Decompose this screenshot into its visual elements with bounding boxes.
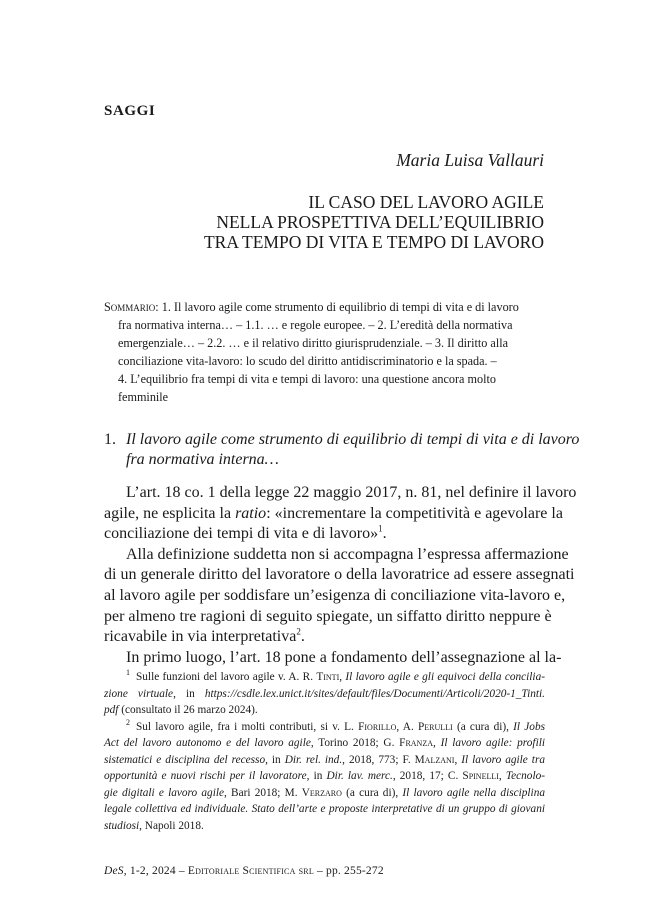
title-line: NELLA PROSPETTIVA DELL’EQUILIBRIO	[216, 212, 544, 232]
body-line: agile, ne esplicita la ratio: «incrementare la competitività e agevolare la	[104, 504, 563, 522]
summary-line: conciliazione vita-lavoro: lo scudo del diritto antidiscriminatorio e la spada. –	[118, 354, 497, 368]
section-title: Il lavoro agile come strumento di equilibrio di tempi di vita e di lavoro fra normativa interna…	[126, 431, 580, 468]
summary-line: Sommario: 1. Il lavoro agile come strumento di equilibrio di tempi di vita e di lavoro	[104, 300, 519, 314]
footnote-url[interactable]: https://csdle.lex.unict.it/sites/default/files/Documenti/Articoli/2020-1_Tinti.	[204, 687, 545, 700]
footnote-line: $^2$ Sul lavoro agile, fra i molti contributi, si v. L. Fiorillo, A. Perulli (a cura di), Il Jobs	[126, 717, 545, 733]
footnote-line: pdf (consultato il 26 marzo 2024).	[104, 704, 258, 716]
summary-line: emergenziale… – 2.2. … e il relativo diritto giurisprudenziale. – 3. Il diritto alla	[118, 336, 508, 350]
footnote-line: studiosi, Napoli 2018.	[104, 819, 204, 832]
summary-line: femminile	[118, 390, 169, 404]
footnote-line: $^1$ Sulle funzioni del lavoro agile v. A. R. Tinti, Il lavoro agile e gli equivoci della concilia-	[126, 668, 545, 683]
body-line: ricavabile in via interpretativa$^2$.	[104, 626, 305, 646]
article-title	[204, 192, 544, 252]
body-line: per almeno tre ragioni di seguito spiegate, un siffatto diritto neppure è	[104, 607, 552, 625]
footnote-line: zione virtuale, in https://csdle.lex.unict.it/sites/default/files/Documenti/Articoli/2020-1_Tinti.	[104, 687, 545, 700]
footnote-ref[interactable]: 1	[378, 523, 383, 534]
section-number: 1.	[104, 431, 116, 448]
journal-name: DeS	[104, 865, 124, 877]
footnote-line: opportunità e nuovi rischi per il lavoratore, in Dir. lav. merc., 2018, 17; C. Spinelli, Tecnolo-	[104, 770, 545, 782]
page-footer: DeS, 1-2, 2024 – Editoriale Scientifica srl – pp. 255-272	[104, 865, 384, 877]
footnote-line: sistematici e disciplina del recesso, in Dir. rel. ind., 2018, 773; F. Malzani, Il lavoro agile tra	[104, 753, 545, 766]
body-text	[104, 483, 577, 668]
footnotes	[104, 669, 545, 834]
body-line: di un generale diritto del lavoratore o della lavoratrice ad essere assegnati	[104, 566, 575, 584]
summary-line: 4. L’equilibrio fra tempi di vita e tempi di lavoro: una questione ancora molto	[118, 372, 496, 386]
footnote-line: gie digitali e lavoro agile, Bari 2018; M. Verzaro (a cura di), Il lavoro agile nella disciplina	[104, 786, 545, 799]
title-line: IL CASO DEL LAVORO AGILE	[308, 192, 544, 212]
publisher-name: Editoriale Scientifica srl	[187, 865, 314, 877]
summary-label: Sommario	[104, 300, 156, 314]
body-line: L’art. 18 co. 1 della legge 22 maggio 2017, n. 81, nel definire il lavoro	[126, 484, 577, 501]
footnote-line: Act del lavoro autonomo e del lavoro agile, Torino 2018; G. Franza, Il lavoro agile: profili	[104, 737, 545, 749]
footnote-line: legale collettiva ed individuale. Stato dell’arte e proposte interpretative di un gruppo di giovani	[104, 803, 545, 815]
footnote-ref[interactable]: 2	[296, 626, 301, 637]
section-label: SAGGI	[104, 103, 156, 119]
summary	[104, 298, 545, 406]
body-line: Alla definizione suddetta non si accompagna l’espressa affermazione	[126, 545, 569, 563]
title-line: TRA TEMPO DI VITA E TEMPO DI LAVORO	[203, 232, 544, 252]
author-name: Maria Luisa Vallauri	[396, 150, 544, 170]
summary-line: fra normativa interna… – 1.1. … e regole europee. – 2. L’eredità della normativa	[118, 318, 513, 332]
body-line: al lavoro agile per soddisfare un’esigenza di conciliazione vita-lavoro e,	[104, 586, 566, 604]
body-line: conciliazione dei tempi di vita e di lavoro»$^1$.	[104, 523, 387, 543]
body-line: In primo luogo, l’art. 18 pone a fondamento dell’assegnazione al la-	[126, 648, 562, 666]
